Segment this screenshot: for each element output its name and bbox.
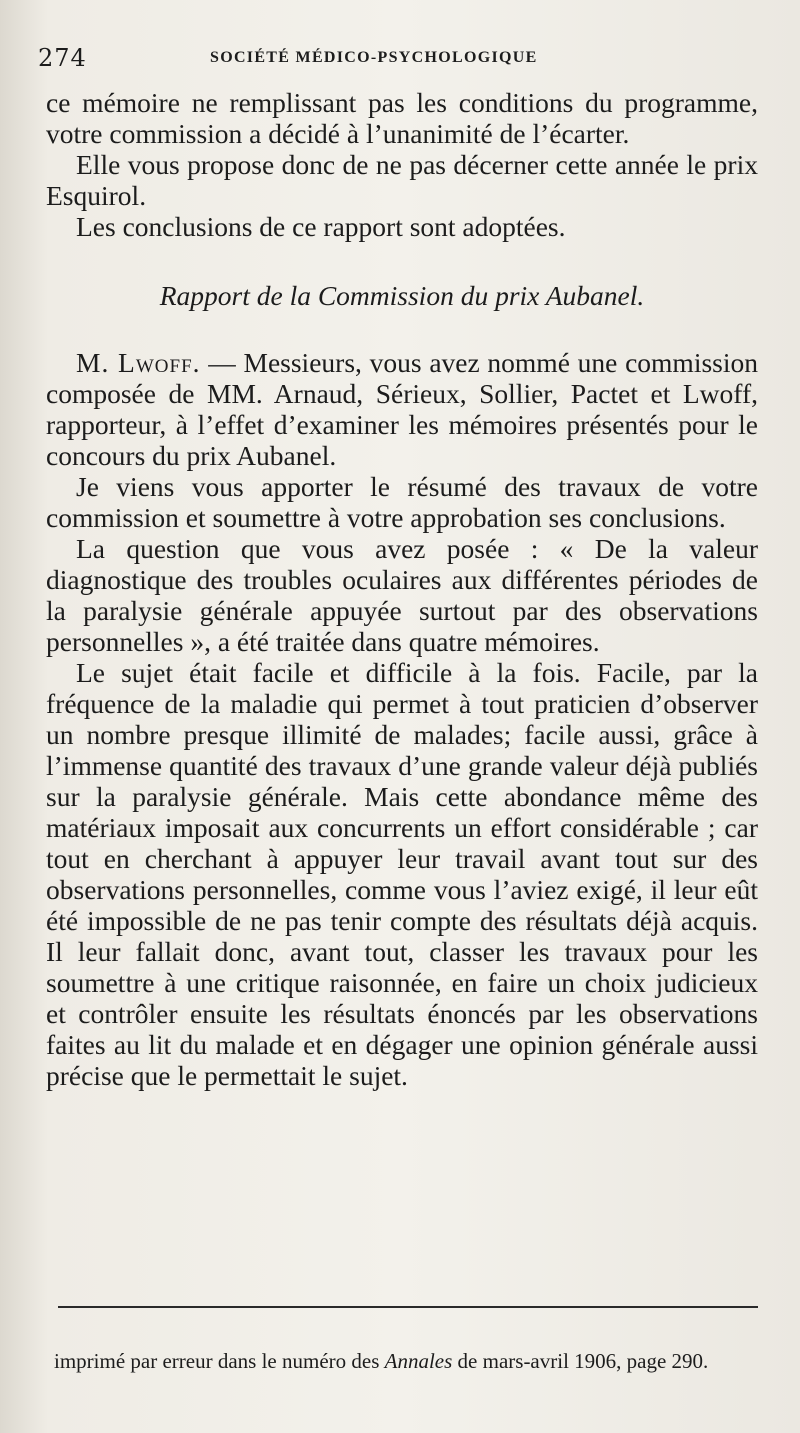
page-number: 274 xyxy=(38,44,87,72)
speaker-name: M. Lwoff. xyxy=(76,347,201,378)
footnote-text-end: de mars-avril 1906, page 290. xyxy=(452,1349,709,1373)
paragraph-question: La question que vous avez posée : « De la valeur diagnostique des troubles oculaires aux différentes périodes de la paralysie générale appuyée surtout par des observations personnelles », a été traitée dans quatre mémoires. xyxy=(46,533,758,657)
paragraph-proposal: Elle vous propose donc de ne pas décerner cette année le prix Esquirol. xyxy=(46,149,758,211)
paragraph-speaker-intro xyxy=(46,347,758,471)
paragraph-conclusions-adopted: Les conclusions de ce rapport sont adoptées. xyxy=(76,211,566,242)
speaker-text: — Messieurs, vous avez nommé une commission composée de MM. Arnaud, Sérieux, Sollier, Pactet et Lwoff, rapporteur, à l’effet d’examiner les mémoires présentés pour le concours du prix Aubanel. xyxy=(46,347,758,471)
page-header xyxy=(38,44,758,74)
footnote xyxy=(54,1347,764,1376)
footnote-journal-title: Annales xyxy=(384,1349,453,1373)
section-title: Rapport de la Commission du prix Aubanel. xyxy=(159,280,645,311)
paragraph-subject: Le sujet était facile et difficile à la fois. Facile, par la fréquence de la maladie qui permet à tout praticien d’observer un nombre presque illimité de malades; facile aussi, grâce à l’immense quantité des travaux d’une grande valeur déjà publiés sur la paralysie générale. Mais cette abondance même des matériaux imposait aux concurrents un effort considérable ; car tout en cherchant à appuyer leur travail avant tout sur des observations personnelles, comme vous l’aviez exigé, il leur eût été impossible de ne pas tenir compte des résultats déjà acquis. Il leur fallait donc, avant tout, classer les travaux pour les soumettre à une critique raisonnée, en faire un choix judicieux et contrôler ensuite les résultats énoncés par les observations faites au lit du malade et en dégager une opinion générale aussi précise que le permettait le sujet. xyxy=(46,657,758,1091)
running-head: SOCIÉTÉ MÉDICO-PSYCHOLOGIQUE xyxy=(210,49,538,66)
paragraph-summary: Je viens vous apporter le résumé des travaux de votre commission et soumettre à votre approbation ses conclusions. xyxy=(46,471,758,533)
footnote-divider xyxy=(58,1306,758,1308)
footnote-text-start: imprimé par erreur dans le numéro des xyxy=(54,1349,385,1373)
paragraph-continuation: ce mémoire ne remplissant pas les conditions du programme, votre commission a décidé à l’unanimité de l’écarter. xyxy=(46,87,758,149)
main-text xyxy=(46,87,758,1091)
